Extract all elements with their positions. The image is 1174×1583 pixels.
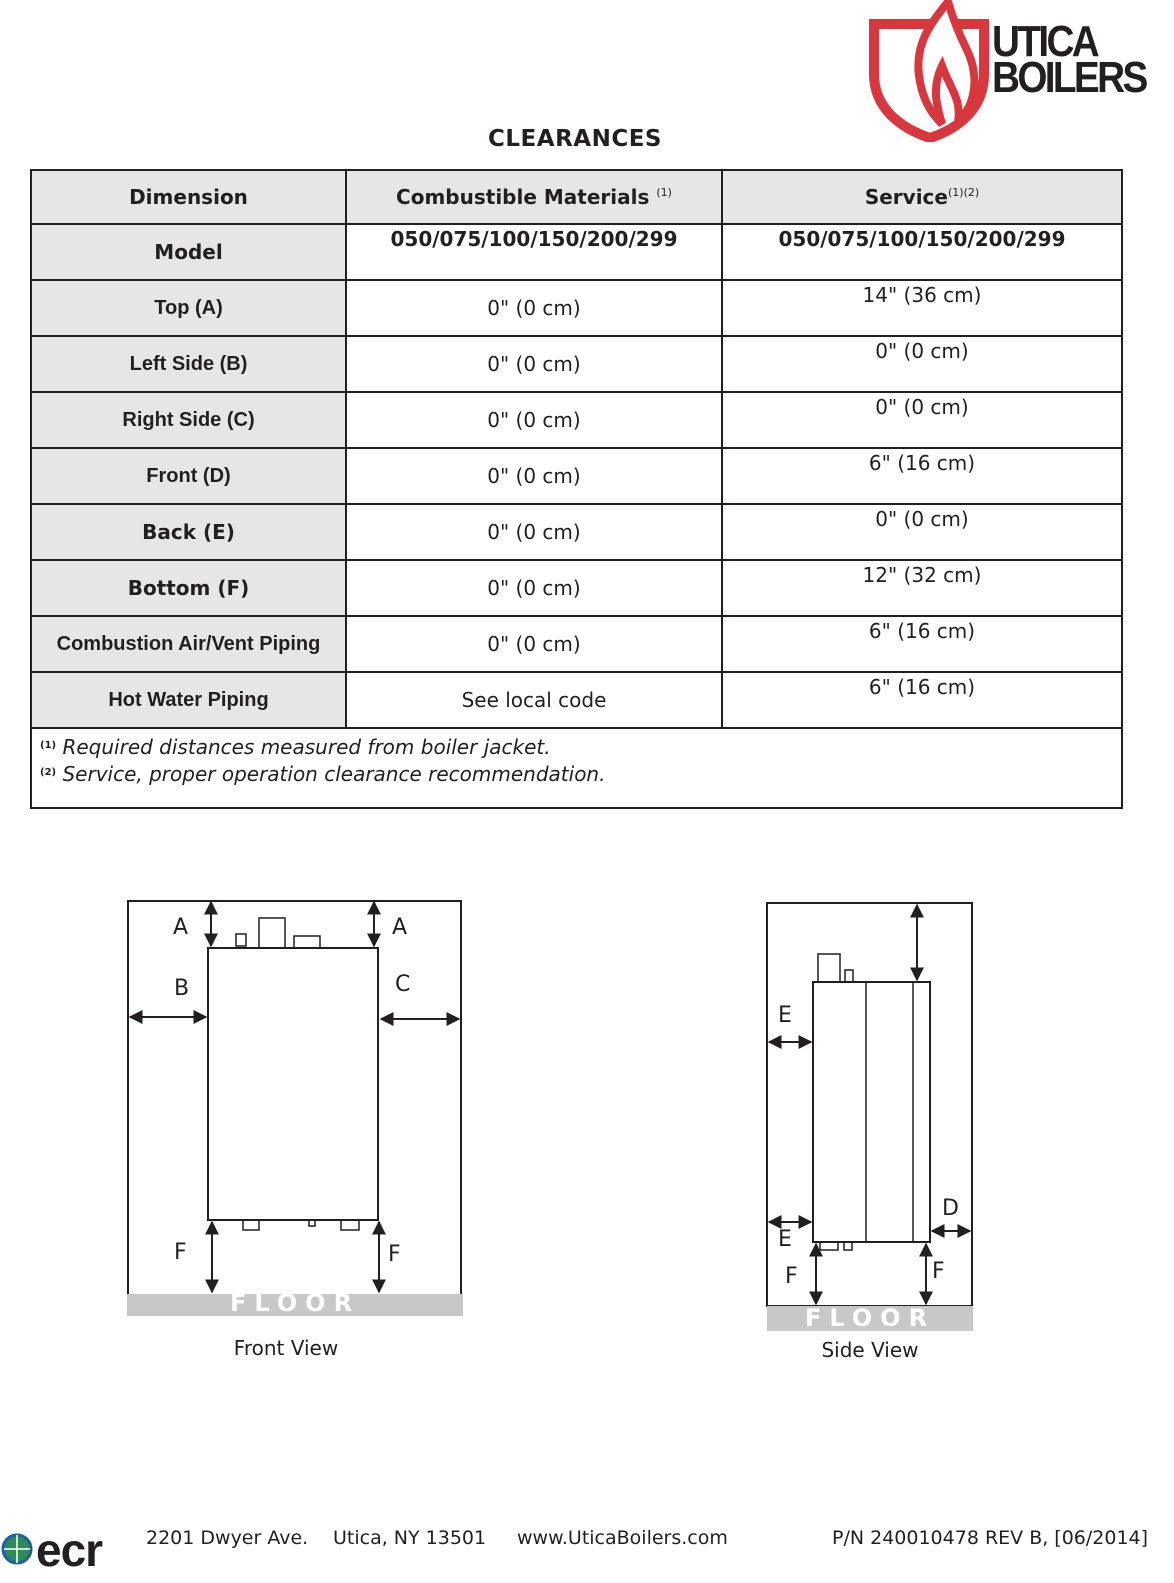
clearance-diagrams: [0, 880, 1174, 1400]
table-row: [31, 560, 1122, 616]
clearances-table: [30, 169, 1123, 809]
logo-text-utica: UTICA: [992, 17, 1098, 66]
label-c: C: [395, 972, 411, 997]
row-label: Front (D): [31, 448, 346, 504]
front-enclosure: [128, 901, 461, 1295]
side-vent-collar: [818, 954, 840, 982]
footnote-mark: (1): [656, 186, 672, 199]
table-row: [31, 392, 1122, 448]
side-fitting: [845, 970, 853, 982]
row-label: Right Side (C): [31, 392, 346, 448]
note-1: $^{(1)}$ Required distances measured from boiler jacket.: [40, 735, 551, 759]
row-service: 6" (16 cm): [722, 616, 1122, 672]
boiler-fitting: [236, 934, 246, 946]
row-combustible: 0" (0 cm): [346, 504, 722, 560]
page-title: CLEARANCES: [488, 126, 662, 152]
model-label: Model: [31, 224, 346, 280]
boiler-front-body: [208, 948, 378, 1220]
row-combustible: 0" (0 cm): [346, 336, 722, 392]
row-label: Hot Water Piping: [31, 672, 346, 728]
footer-city: Utica, NY 13501: [333, 1527, 487, 1549]
bottom-fitting: [341, 1220, 359, 1230]
header-dimension: Dimension: [31, 170, 346, 224]
note-2: $^{(2)}$ Service, proper operation clearance recommendation.: [40, 762, 606, 786]
table-row: [31, 448, 1122, 504]
row-service: 0" (0 cm): [722, 392, 1122, 448]
floor-label: FLOOR: [804, 1304, 936, 1332]
ecr-logo-text: ecr: [36, 1524, 103, 1572]
row-combustible: 0" (0 cm): [346, 616, 722, 672]
side-enclosure: [767, 903, 972, 1306]
row-label: Top (A): [31, 280, 346, 336]
front-view-caption: Front View: [233, 1336, 339, 1360]
label-f-left: F: [174, 1240, 187, 1265]
ecr-logo: [0, 1522, 130, 1572]
footer-address: 2201 Dwyer Ave.: [146, 1527, 309, 1549]
row-label: Back (E): [31, 504, 346, 560]
label-a-left: A: [173, 915, 189, 940]
label-f-left-side: F: [785, 1264, 798, 1289]
row-combustible: 0" (0 cm): [346, 392, 722, 448]
floor-label: FLOOR: [229, 1289, 361, 1317]
header-service: Service$^{(1)(2)}$: [722, 170, 1122, 224]
boiler-vent-collar: [259, 918, 285, 948]
footnote-mark: (1)(2): [947, 186, 980, 199]
table-row: [31, 504, 1122, 560]
row-label: Left Side (B): [31, 336, 346, 392]
model-combustible: 050/075/100/150/200/299: [346, 224, 722, 280]
row-service: 14" (36 cm): [722, 280, 1122, 336]
boiler-air-collar: [294, 936, 320, 948]
label-f-right: F: [388, 1242, 401, 1267]
label-a-right: A: [392, 915, 408, 940]
row-combustible: 0" (0 cm): [346, 560, 722, 616]
model-service: 050/075/100/150/200/299: [722, 224, 1122, 280]
row-service: 6" (16 cm): [722, 672, 1122, 728]
footer-website[interactable]: www.UticaBoilers.com: [517, 1527, 728, 1549]
model-row: [31, 224, 1122, 280]
label-e-upper: E: [778, 1003, 792, 1028]
table-notes: [31, 728, 1122, 808]
label-d: D: [942, 1196, 959, 1221]
table-row: [31, 280, 1122, 336]
logo-text-boilers: BOILERS: [992, 53, 1146, 102]
table-row: [31, 336, 1122, 392]
row-combustible: See local code: [346, 672, 722, 728]
table-header-row: [31, 170, 1122, 224]
side-bottom-fitting: [844, 1242, 852, 1250]
row-label: Combustion Air/Vent Piping: [31, 616, 346, 672]
row-service: 6" (16 cm): [722, 448, 1122, 504]
row-label: Bottom (F): [31, 560, 346, 616]
label-f-right-side: F: [932, 1259, 945, 1284]
row-combustible: 0" (0 cm): [346, 448, 722, 504]
label-b: B: [174, 976, 190, 1001]
header-combustible: Combustible Materials $^{(1)}$: [346, 170, 722, 224]
label-e-lower: E: [778, 1227, 792, 1252]
bottom-fitting: [243, 1220, 259, 1230]
row-service: 0" (0 cm): [722, 336, 1122, 392]
row-service: 12" (32 cm): [722, 560, 1122, 616]
table-row: [31, 616, 1122, 672]
table-row: [31, 672, 1122, 728]
footer-part-number: P/N 240010478 REV B, [06/2014]: [832, 1527, 1149, 1549]
row-combustible: 0" (0 cm): [346, 280, 722, 336]
notes-row: [31, 728, 1122, 808]
side-bottom-fitting: [820, 1242, 838, 1250]
row-service: 0" (0 cm): [722, 504, 1122, 560]
side-view-caption: Side View: [821, 1338, 919, 1362]
